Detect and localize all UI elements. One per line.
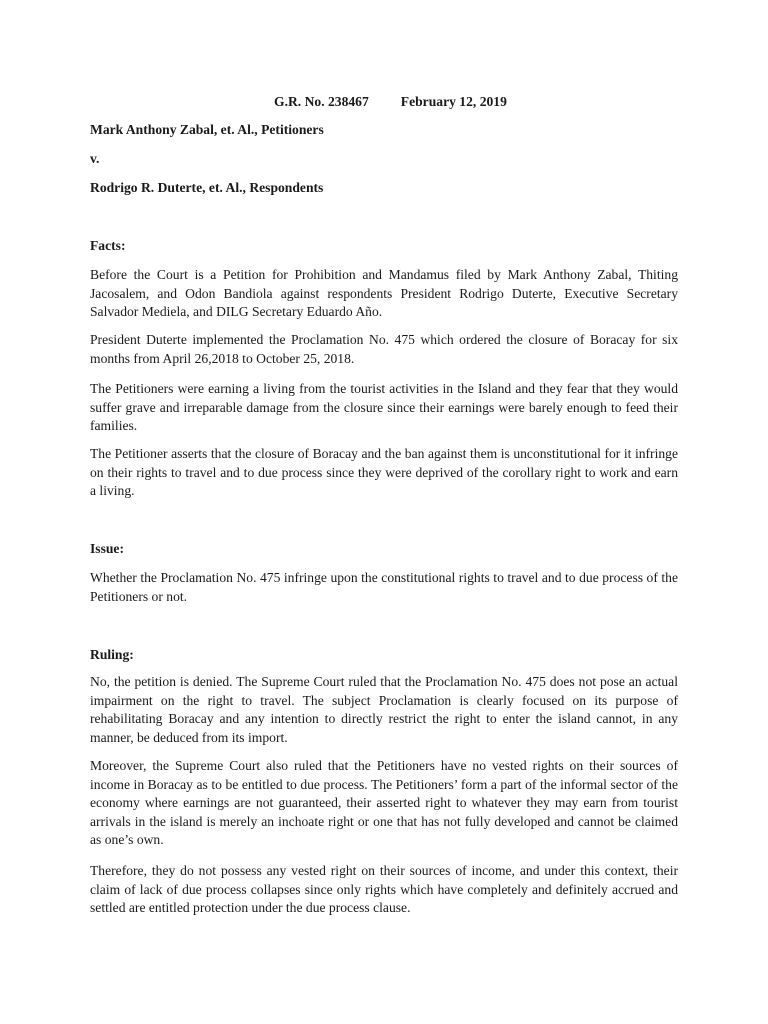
facts-paragraph-3: The Petitioners were earning a living from the tourist activities in the Island and they fear that they would suffer grave and irreparable damage from the closure since their earnings were barely enough to feed their families. <box>90 381 678 434</box>
case-header <box>274 93 507 112</box>
ruling-paragraph-3: Therefore, they do not possess any vested right on their sources of income, and under this context, their claim of lack of due process collapses since only rights which have completely and definitely accrued and settled are entitled protection under the due process clause. <box>90 863 678 916</box>
decision-date: February 12, 2019 <box>400 94 507 109</box>
ruling-paragraph-2: Moreover, the Supreme Court also ruled that the Petitioners have no vested rights on their sources of income in Boracay as to be entitled to due process. The Petitioners’ form a part of the informal sector of the economy where earnings are not guaranteed, their asserted right to whatever they may earn from tourist arrivals in the island is merely an inchoate right or one that has not fully developed and cannot be claimed as one’s own. <box>90 758 678 848</box>
versus-line: v. <box>90 151 100 166</box>
ruling-paragraph-1: No, the petition is denied. The Supreme Court ruled that the Proclamation No. 475 does not pose an actual impairment on the right to travel. The subject Proclamation is clearly focused on its purpose of rehabilitating Boracay and any intention to directly restrict the right to enter the island cannot, in any manner, be deduced from its import. <box>90 674 678 745</box>
petitioners-line: Mark Anthony Zabal, et. Al., Petitioners <box>90 122 324 137</box>
facts-paragraph-4: The Petitioner asserts that the closure of Boracay and the ban against them is unconstitutional for it infringe on their rights to travel and to due process since they were deprived of the corollary right to work and earn a living. <box>90 446 678 499</box>
issue-heading: Issue: <box>90 541 124 556</box>
facts-heading: Facts: <box>90 238 126 253</box>
issue-paragraph-1: Whether the Proclamation No. 475 infringe upon the constitutional rights to travel and to due process of the Petitioners or not. <box>90 570 678 604</box>
ruling-heading: Ruling: <box>90 647 134 662</box>
respondents-line: Rodrigo R. Duterte, et. Al., Respondents <box>90 180 324 195</box>
facts-paragraph-2: President Duterte implemented the Proclamation No. 475 which ordered the closure of Boracay for six months from April 26,2018 to October 25, 2018. <box>90 332 678 366</box>
facts-paragraph-1: Before the Court is a Petition for Prohibition and Mandamus filed by Mark Anthony Zabal, Thiting Jacosalem, and Odon Bandiola against respondents President Rodrigo Duterte, Executive Secretary Salvador Mediela, and DILG Secretary Eduardo Año. <box>90 267 678 320</box>
case-number: G.R. No. 238467 <box>274 94 369 109</box>
